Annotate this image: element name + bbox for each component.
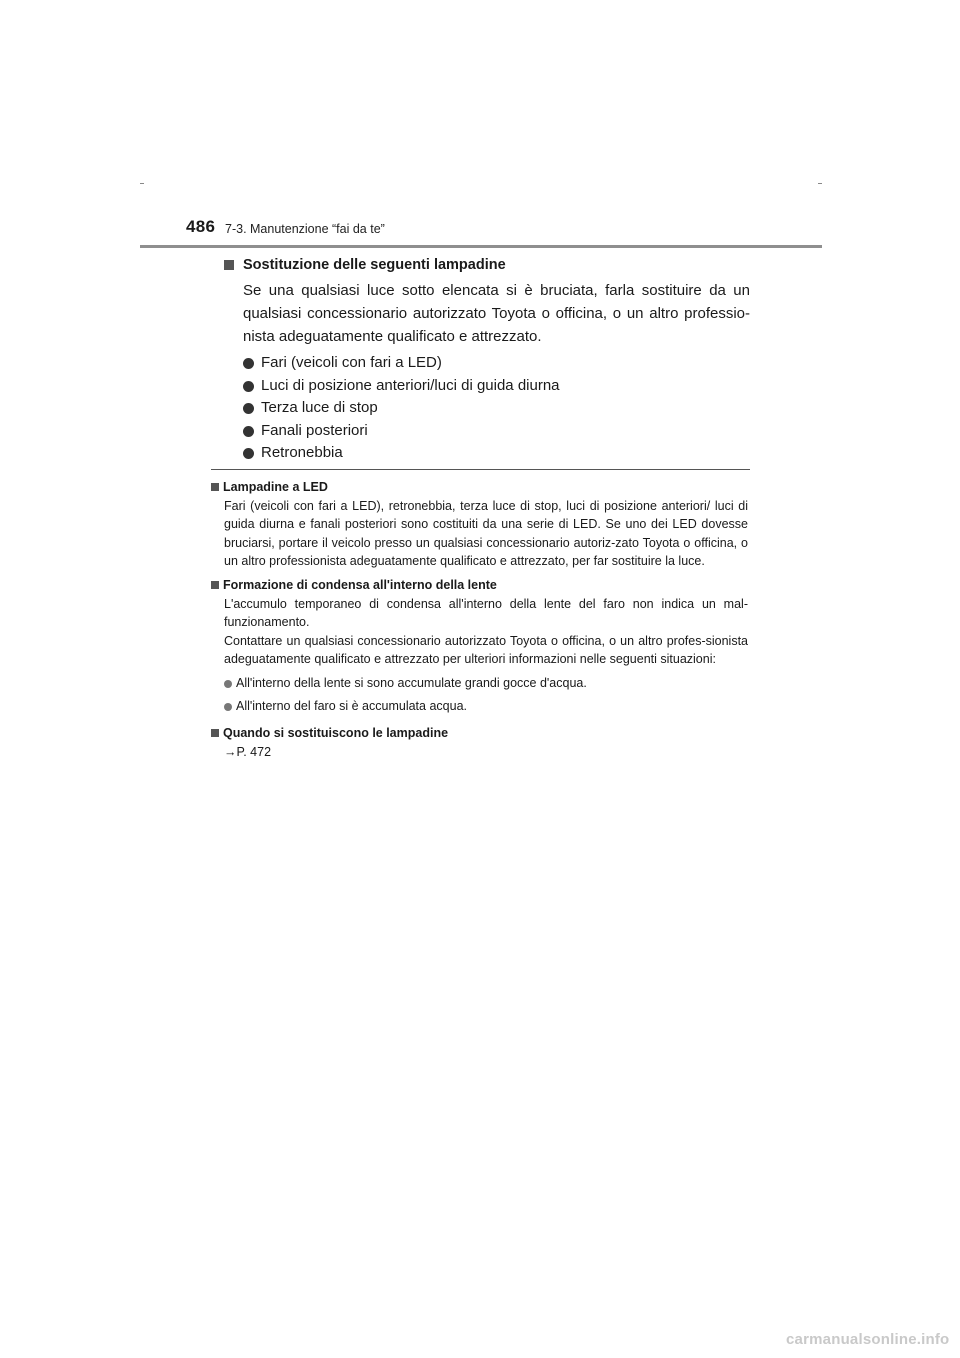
bulb-list [243,352,750,465]
note-heading: Formazione di condensa all'interno della lente [211,576,748,595]
list-item: All'interno del faro si è accumulata acqua. [224,695,748,718]
square-bullet-icon [211,729,219,737]
section-heading [224,254,750,276]
note-paragraph: Contattare un qualsiasi concessionario autorizzato Toyota o officina, o un altro profes-sionista adeguatamente qualificato e attrezzato per ulteriori informazioni nelle seguenti situazioni: [224,633,748,667]
list-item: All'interno della lente si sono accumulate grandi gocce d'acqua. [224,672,748,695]
main-section [224,254,750,465]
condensation-list [224,672,748,718]
note-heading: Quando si sostituiscono le lampadine [211,724,748,743]
note-led-bulbs [211,478,748,570]
bullet-dot-icon [243,403,254,414]
section-title: 7-3. Manutenzione “fai da te” [225,222,385,236]
page-number: 486 [186,217,216,236]
list-item: Fanali posteriori [243,420,750,443]
crop-mark-left [140,183,144,184]
bullet-dot-icon [243,358,254,369]
note-condensation [211,576,748,718]
list-item: Retronebbia [243,442,750,465]
bullet-dot-icon [243,426,254,437]
note-replacing-bulbs [211,724,748,762]
list-item: Luci di posizione anteriori/luci di guida diurna [243,375,750,398]
section-paragraph: Se una qualsiasi luce sotto elencata si è bruciata, farla sostituire da un qualsiasi concessionario autorizzato Toyota o officina, o un altro professio-nista adeguatamente qualificato e attrezzato. [243,282,750,345]
note-paragraph: L'accumulo temporaneo di condensa all'interno della lente del faro non indica un mal-funzionamento. [224,597,748,630]
page-header [140,212,822,248]
watermark: carmanualsonline.info [786,1331,950,1348]
list-item: Fari (veicoli con fari a LED) [243,352,750,375]
square-bullet-icon [211,483,219,491]
header-divider [140,245,822,248]
square-bullet-icon [224,260,234,270]
note-paragraph: Fari (veicoli con fari a LED), retronebbia, terza luce di stop, luci di posizione anteriori/ luci di guida diurna e fanali posteriori sono costituiti da una serie di LED. Se uno dei LED dovesse bruciarsi, portare il veicolo presso un qualsiasi concessionario autoriz-zato Toyota o officina, o un altro professionista adeguatamente qualificato e attrezzato, per far sostituire la luce. [224,499,748,568]
bullet-dot-icon [224,703,232,711]
notes-divider [211,469,750,470]
bullet-dot-icon [224,680,232,688]
page-reference: →P. 472 [224,745,272,760]
square-bullet-icon [211,581,219,589]
crop-mark-right [818,183,822,184]
bullet-dot-icon [243,448,254,459]
section-heading-text: Sostituzione delle seguenti lampadine [243,257,506,273]
bullet-dot-icon [243,381,254,392]
note-heading: Lampadine a LED [211,478,748,497]
list-item: Terza luce di stop [243,397,750,420]
notes-section [211,478,748,768]
